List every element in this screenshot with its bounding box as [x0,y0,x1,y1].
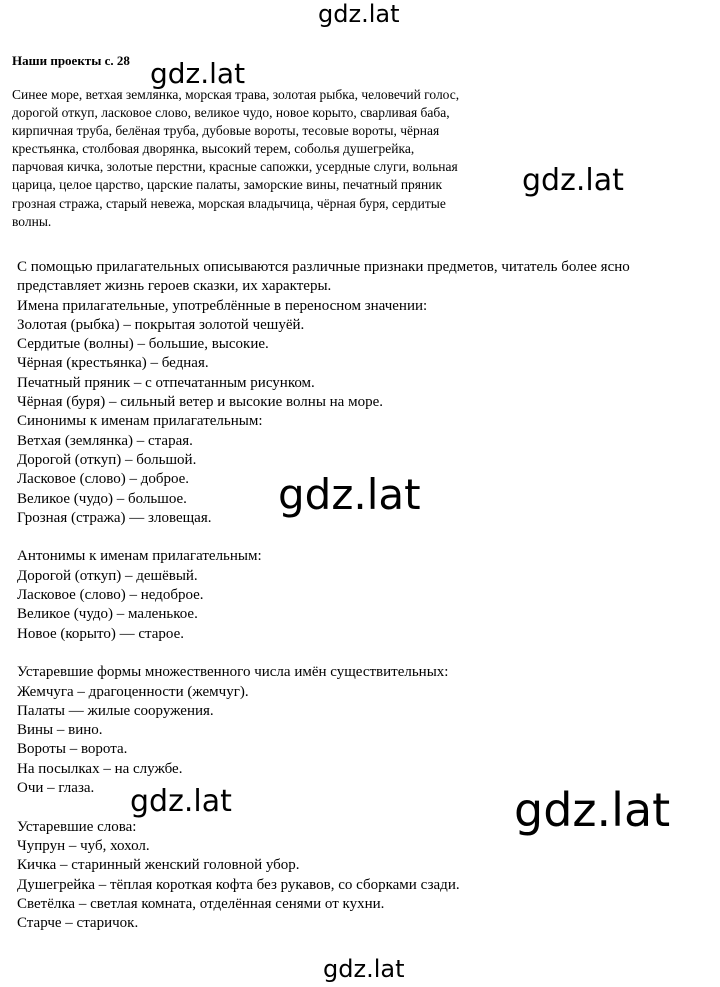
word-list [12,86,527,231]
text-line: Великое (чудо) – маленькое. [17,606,198,623]
text-line [17,644,712,663]
text-line: Золотая (рыбка) – покрытая золотой чешуёй. [17,316,305,333]
intro-line: дорогой откуп, ласковое слово, великое чудо, новое корыто, сварливая баба, [12,105,450,121]
text-line: Великое (чудо) – большое. [17,490,187,507]
text-line [17,798,712,817]
watermark-bottom: gdz.lat [323,955,405,983]
text-line: Дорогой (откуп) – большой. [17,451,197,468]
text-line: Светёлка – светлая комната, отделённая сенями от кухни. [17,895,385,912]
intro-line: парчовая кичка, золотые перстни, красные сапожки, усердные слуги, вольная [12,159,458,175]
text-line: С помощью прилагательных описываются различные признаки предметов, читатель более ясно [17,259,630,275]
text-line: Ветхая (землянка) – старая. [17,432,193,449]
text-line: Кичка – старинный женский головной убор. [17,857,300,874]
text-line: представляет жизнь героев сказки, их характеры. [17,278,332,295]
intro-line: крестьянка, столбовая дворянка, высокий терем, соболья душегрейка, [12,141,415,157]
text-line: Дорогой (откуп) – дешёвый. [17,567,198,584]
intro-line: грозная стража, старый невежа, морская владычица, чёрная буря, сердитые [12,195,446,211]
text-line: Палаты — жилые сооружения. [17,702,214,719]
text-line: Душегрейка – тёплая короткая кофта без рукавов, со сборками сзади. [17,876,460,893]
text-line: Вины – вино. [17,722,103,739]
text-line: Антонимы к именам прилагательным: [17,548,262,565]
text-line: Сердитые (волны) – большие, высокие. [17,336,269,353]
watermark-center: gdz.lat [278,470,421,519]
intro-block [12,52,527,231]
watermark-right-lower: gdz.lat [514,783,671,837]
text-line: На посылках – на службе. [17,760,183,777]
text-line [17,528,712,547]
watermark-right-upper: gdz.lat [522,163,624,198]
intro-line: кирпичная труба, белёная труба, дубовые вороты, тесовые вороты, чёрная [12,123,440,139]
text-line: Вороты – ворота. [17,741,128,758]
text-line: Ласковое (слово) – недоброе. [17,587,204,604]
text-line: Грозная (стража) — зловещая. [17,509,212,526]
text-line: Печатный пряник – с отпечатанным рисунком. [17,374,315,391]
text-line: Жемчуга – драгоценности (жемчуг). [17,683,249,700]
watermark-small-left: gdz.lat [150,57,246,90]
watermark-top: gdz.lat [318,0,400,28]
watermark-left-lower: gdz.lat [130,784,232,819]
intro-line: царица, целое царство, царские палаты, заморские вины, печатный пряник [12,177,443,193]
text-line: Чёрная (крестьянка) – бедная. [17,355,209,372]
intro-line: Синее море, ветхая землянка, морская трава, золотая рыбка, человечий голос, [12,87,460,102]
text-line: Чёрная (буря) – сильный ветер и высокие волны на море. [17,394,383,411]
text-line: Очи – глаза. [17,780,95,797]
text-line: Синонимы к именам прилагательным: [17,413,263,430]
answer-block [17,258,712,933]
text-line: Старче – старичок. [17,915,139,932]
intro-line: волны. [12,213,52,229]
text-line: Ласковое (слово) – доброе. [17,471,190,488]
page-title: Наши проекты с. 28 [12,53,130,68]
text-line: Устаревшие слова: [17,818,137,835]
text-line: Имена прилагательные, употреблённые в переносном значении: [17,297,428,314]
text-line: Чупрун – чуб, хохол. [17,837,150,854]
text-line: Устаревшие формы множественного числа имён существительных: [17,664,449,681]
text-line: Новое (корыто) — старое. [17,625,184,642]
